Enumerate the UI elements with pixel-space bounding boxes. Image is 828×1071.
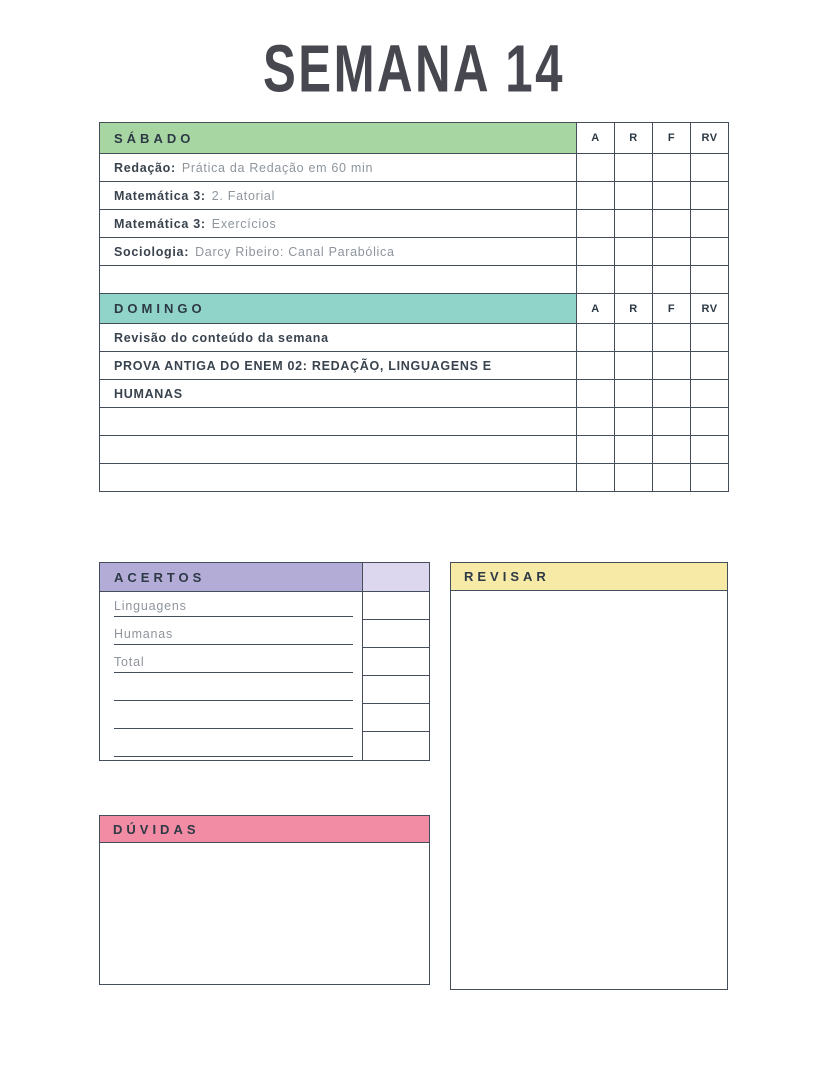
task-cell [100, 436, 576, 463]
check-cell-a [576, 154, 614, 181]
acertos-label-cell [100, 648, 362, 676]
acertos-row [100, 676, 429, 704]
check-cell-a [576, 324, 614, 351]
acertos-label: Linguagens [114, 599, 187, 613]
check-cell-r [614, 380, 652, 407]
col-header-a: A [576, 294, 614, 323]
saturday-section-title: SÁBADO [114, 130, 195, 146]
revisar-header [450, 562, 728, 591]
schedule-row [100, 181, 728, 209]
check-cell-a [576, 352, 614, 379]
check-cell-rv [690, 154, 728, 181]
check-cell-r [614, 238, 652, 265]
col-header-r: R [614, 294, 652, 323]
col-header-a: A [576, 123, 614, 153]
check-cell-r [614, 352, 652, 379]
task-description: Exercícios [211, 216, 277, 231]
acertos-value-cell [362, 648, 429, 676]
check-cell-f [652, 408, 690, 435]
check-cell-r [614, 182, 652, 209]
task-description: Darcy Ribeiro: Canal Parabólica [195, 244, 395, 259]
check-cell-f [652, 352, 690, 379]
check-cell-f [652, 324, 690, 351]
check-cell-a [576, 380, 614, 407]
acertos-title: ACERTOS [114, 569, 206, 585]
check-cell-a [576, 182, 614, 209]
task-cell [100, 238, 576, 265]
task-subject: Matemática 3: [114, 216, 206, 231]
task-cell [100, 464, 576, 491]
task-cell [100, 352, 576, 379]
col-header-f: F [652, 123, 690, 153]
check-cell-f [652, 266, 690, 293]
acertos-value-cell [362, 704, 429, 732]
task-cell [100, 408, 576, 435]
acertos-label-cell [100, 676, 362, 704]
col-header-rv: RV [690, 123, 728, 153]
acertos-header-row [100, 563, 429, 592]
check-cell-rv [690, 436, 728, 463]
acertos-header-cell [100, 563, 362, 591]
schedule-row [100, 265, 728, 293]
task-subject: PROVA ANTIGA DO ENEM 02: REDAÇÃO, LINGUAGENS E [114, 358, 492, 373]
col-header-rv: RV [690, 294, 728, 323]
sunday-section-title: DOMINGO [114, 301, 206, 316]
acertos-label-cell [100, 620, 362, 648]
check-cell-a [576, 436, 614, 463]
acertos-label: Humanas [114, 627, 174, 641]
acertos-label: Total [114, 655, 145, 669]
revisar-notes-area [450, 591, 728, 990]
check-cell-f [652, 238, 690, 265]
task-subject: Redação: [114, 160, 176, 175]
task-cell [100, 266, 576, 293]
schedule-row [100, 323, 728, 351]
check-cell-rv [690, 324, 728, 351]
schedule-row [100, 153, 728, 181]
check-cell-r [614, 210, 652, 237]
acertos-row [100, 704, 429, 732]
task-subject: Sociologia: [114, 244, 190, 259]
col-header-r: R [614, 123, 652, 153]
task-cell [100, 210, 576, 237]
acertos-row [100, 592, 429, 620]
task-subject: Revisão do conteúdo da semana [114, 330, 329, 345]
task-cell [100, 380, 576, 407]
task-description: Prática da Redação em 60 min [181, 160, 374, 175]
schedule-row [100, 379, 728, 407]
check-cell-f [652, 182, 690, 209]
weekly-schedule-table [99, 122, 729, 492]
acertos-label-cell [100, 732, 362, 760]
col-header-f: F [652, 294, 690, 323]
schedule-row [100, 407, 728, 435]
duvidas-header [99, 815, 430, 843]
check-cell-f [652, 380, 690, 407]
saturday-section-header [100, 123, 576, 153]
saturday-header-row [100, 123, 728, 153]
sunday-section-header [100, 294, 576, 323]
schedule-row [100, 237, 728, 265]
acertos-row [100, 732, 429, 760]
task-cell [100, 324, 576, 351]
check-cell-r [614, 324, 652, 351]
check-cell-rv [690, 408, 728, 435]
check-cell-rv [690, 352, 728, 379]
check-cell-r [614, 436, 652, 463]
check-cell-r [614, 408, 652, 435]
check-cell-f [652, 464, 690, 491]
check-cell-r [614, 154, 652, 181]
check-cell-r [614, 464, 652, 491]
check-cell-rv [690, 464, 728, 491]
check-cell-r [614, 266, 652, 293]
check-cell-rv [690, 380, 728, 407]
acertos-row [100, 648, 429, 676]
check-cell-rv [690, 210, 728, 237]
acertos-label-cell [100, 592, 362, 620]
schedule-row [100, 463, 728, 491]
acertos-value-cell [362, 732, 429, 760]
check-cell-rv [690, 238, 728, 265]
revisar-panel [450, 562, 728, 990]
check-cell-f [652, 210, 690, 237]
duvidas-panel [99, 815, 430, 985]
acertos-label-cell [100, 704, 362, 732]
check-cell-a [576, 408, 614, 435]
task-subject: HUMANAS [114, 386, 183, 401]
check-cell-a [576, 464, 614, 491]
check-cell-f [652, 436, 690, 463]
acertos-value-cell [362, 676, 429, 704]
acertos-header-value-cell [362, 563, 429, 591]
task-subject: Matemática 3: [114, 188, 206, 203]
check-cell-a [576, 238, 614, 265]
acertos-value-cell [362, 620, 429, 648]
duvidas-title: DÚVIDAS [113, 821, 200, 837]
schedule-row [100, 351, 728, 379]
check-cell-a [576, 266, 614, 293]
duvidas-notes-area [99, 843, 430, 985]
check-cell-f [652, 154, 690, 181]
task-description: 2. Fatorial [211, 188, 276, 203]
schedule-row [100, 435, 728, 463]
check-cell-rv [690, 266, 728, 293]
acertos-row [100, 620, 429, 648]
check-cell-a [576, 210, 614, 237]
revisar-title: REVISAR [464, 569, 550, 584]
acertos-value-cell [362, 592, 429, 620]
task-cell [100, 154, 576, 181]
schedule-row [100, 209, 728, 237]
acertos-table [99, 562, 430, 761]
page-title: SEMANA 14 [263, 30, 565, 107]
sunday-header-row [100, 293, 728, 323]
check-cell-rv [690, 182, 728, 209]
task-cell [100, 182, 576, 209]
